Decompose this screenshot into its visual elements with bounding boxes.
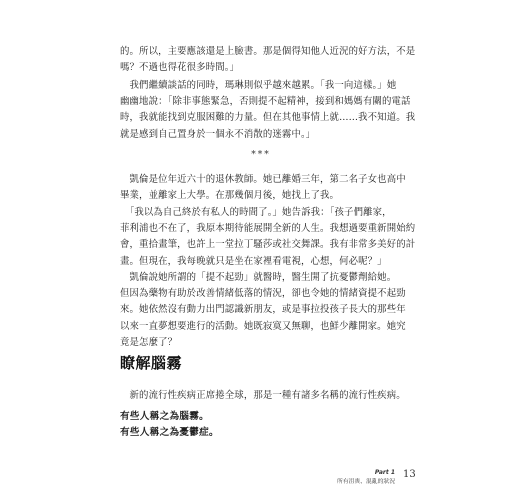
section-heading: 瞭解腦霧 bbox=[120, 354, 183, 372]
text-line: 來。她依然沒有動力出門認識新朋友，或是事拉投孩子長大的那些年 bbox=[120, 304, 406, 316]
text-line: 新的流行性疾病正席捲全球，那是一種有諸多名稱的流行性疾病。 bbox=[120, 390, 406, 401]
text-line: 的。所以，主要應該還是上臉書。那是個得知他人近況的好方法，不是 bbox=[120, 46, 416, 57]
text-line: 幽幽地說：「除非事態緊急，否則提不起精神，接到和媽媽有關的電話 bbox=[120, 96, 411, 108]
running-footer-title: 所有沮喪、混亂的狀況 bbox=[337, 479, 395, 485]
text-line: 時，我就能找到克服困難的力量。但在其他事情上就……我不知道。我 bbox=[120, 112, 416, 124]
bold-statement-2: 有些人稱之為憂鬱症。 bbox=[120, 427, 219, 438]
text-line: 凱倫是位年近六十的退休教師。她已離婚三年，第二名子女也高中 bbox=[120, 174, 406, 185]
intro-paragraph bbox=[120, 388, 406, 404]
paragraph-3 bbox=[120, 172, 406, 204]
text-line: 嗎？不過也得花很多時間。」 bbox=[120, 62, 240, 74]
text-line: 畫。但現在，我每晚就只是坐在家裡看電視，心想，何必呢？」 bbox=[120, 255, 387, 267]
text-line: 凱倫說她所謂的「提不起勁」就醫時，醫生開了抗憂鬱劑給她。 bbox=[120, 272, 397, 283]
bold-statement-1: 有些人稱之為腦霧。 bbox=[120, 411, 210, 422]
text-line: 竟是怎麼了？ bbox=[120, 336, 178, 348]
text-line: 我們繼續談話的同時，瑪琳則似乎越來越累。「我一向這樣。」她 bbox=[120, 80, 397, 91]
paragraph-4 bbox=[120, 205, 416, 270]
text-line: 菲利浦也不在了，我原本期待能展開全新的人生。我想過要重新開始約 bbox=[120, 223, 416, 235]
paragraph-1 bbox=[120, 44, 416, 76]
running-footer-part: Part 1 bbox=[374, 469, 395, 476]
text-line: 「我以為自己終於有私人的時間了。」她告訴我：「孩子們離家， bbox=[120, 207, 392, 218]
text-line: 就是感到自己置身於一個永不消散的迷霧中。」 bbox=[120, 128, 316, 140]
text-line: 但因為藥物有助於改善情緒低落的情況，卻也令她的情緒資提不起勁 bbox=[120, 288, 406, 300]
paragraph-5 bbox=[120, 270, 406, 351]
section-separator: *** bbox=[251, 150, 271, 160]
text-line: 會，重拾畫筆，也許上一堂拉丁騷莎或社交舞課。我有非常多美好的計 bbox=[120, 239, 416, 251]
text-line: 以來一直夢想要進行的活動。她既寂寞又無聊，也鮮少離開家。她究 bbox=[120, 320, 406, 332]
paragraph-2 bbox=[120, 78, 416, 143]
page-number: 13 bbox=[403, 469, 416, 480]
text-line: 畢業，並離家上大學。在那幾個月後，她找上了我。 bbox=[120, 190, 340, 202]
